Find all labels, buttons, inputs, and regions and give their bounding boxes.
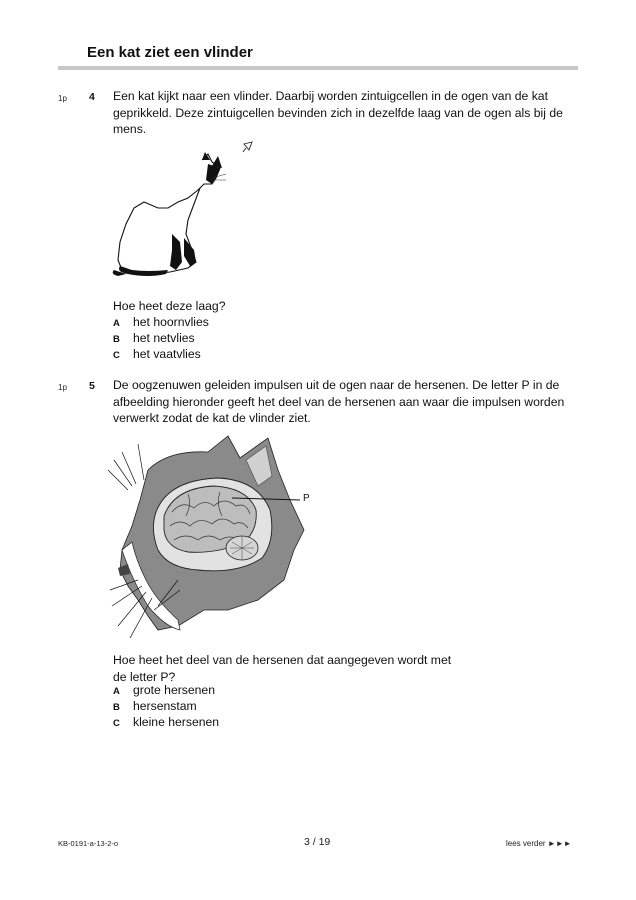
question-text: De oogzenuwen geleiden impulsen uit de ogen naar de hersenen. De letter P in de afbeelding hieronder geeft het deel van de hersenen aan waar die impulsen worden verwerkt zodat de kat de vlinder ziet. — [113, 378, 565, 425]
cat-head-brain-illustration — [108, 430, 318, 640]
butterfly-icon — [243, 142, 252, 152]
page-title: Een kat ziet een vlinder — [87, 44, 253, 61]
question-prompt: Hoe heet deze laag? — [113, 299, 226, 313]
answer-option-a[interactable]: A grote hersenen — [113, 683, 215, 697]
question-points: 1p — [58, 383, 67, 392]
question-prompt: Hoe heet het deel van de hersenen dat aangegeven wordt met de letter P? — [113, 653, 452, 684]
answer-option-b[interactable]: B hersenstam — [113, 699, 197, 713]
question-number: 4 — [89, 91, 95, 103]
question-points: 1p — [58, 94, 67, 103]
answer-option-c[interactable]: C het vaatvlies — [113, 347, 201, 361]
answer-option-b[interactable]: B het netvlies — [113, 331, 195, 345]
figure-label-p: P — [303, 493, 310, 504]
exam-code: KB-0191-a-13-2-o — [58, 839, 119, 848]
header-divider — [58, 66, 578, 70]
cat-looking-at-butterfly-illustration — [108, 138, 268, 283]
question-number: 5 — [89, 380, 95, 392]
page-number: 3 / 19 — [304, 836, 331, 848]
question-text: Een kat kijkt naar een vlinder. Daarbij worden zintuigcellen in de ogen van de kat geprikkeld. Deze zintuigcellen bevinden zich in dezelfde laag van de ogen als bij de mens. — [113, 89, 563, 136]
answer-option-a[interactable]: A het hoornvlies — [113, 315, 209, 329]
answer-option-c[interactable]: C kleine hersenen — [113, 715, 220, 729]
continue-indicator: lees verder ►►► — [506, 839, 572, 848]
